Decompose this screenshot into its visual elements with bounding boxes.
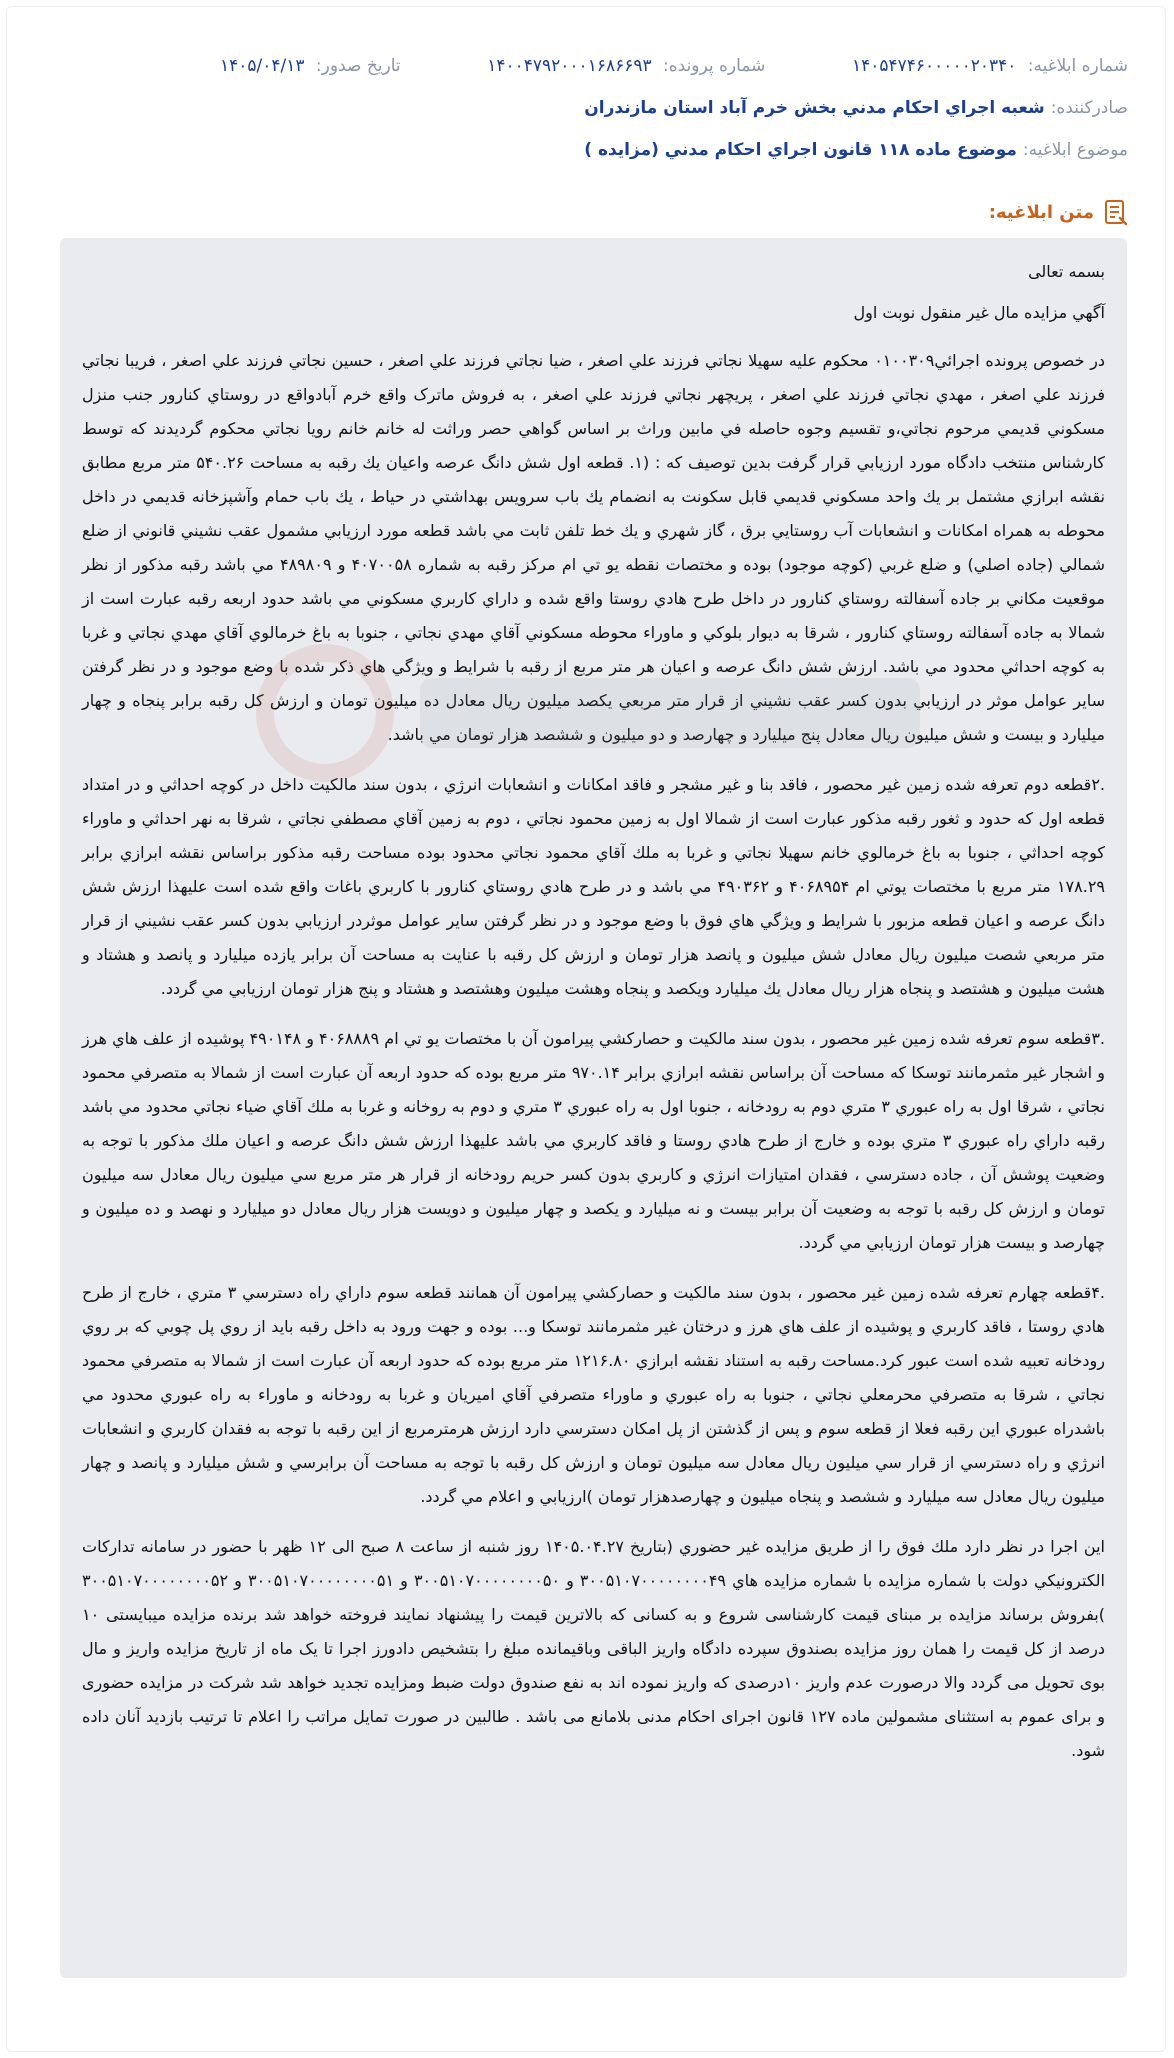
paragraph-3: .۳قطعه سوم تعرفه شده زمين غير محصور ، بدون سند مالكيت و حصاركشي پيرامون آن با مختصات يو تي ام ۴۰۶۸۸۸۹ و ۴۹۰۱۴۸ پوشيده از علف هاي هرز و اشجار غير مثمرمانند توسكا كه مساحت آن براساس نقشه ابرازي برابر ۹۷۰.۱۴ متر مربع بوده كه حدود اربعه آن عبارت است از شمالا به متصرفي محمود نجاتي ، شرقا اول به راه عبوري ۳ متري دوم به رودخانه ، جنوبا اول به راه عبوري ۳ متري و دوم به روخانه و غربا به ملك آقاي ضياء نجاتي محدود مي باشد رقبه داراي راه عبوري ۳ متري بوده و خارج از طرح هادي روستا و فاقد كاربري مي باشد عليهذا ارزش شش دانگ عرصه و اعيان ملك مذكور با توجه به وضعيت پوشش آن ، جاده دسترسي ، فقدان امتيازات انرژي و كاربري بدون كسر حريم رودخانه از قرار هر متر مربع سي ميليون ريال معادل سه ميليون تومان و ارزش كل رقبه با توجه به وضعيت آن برابر بيست و نه ميليارد و يكصد و چهار ميليون و دويست هزار ريال معادل دو ميليارد و نهصد و ده ميليون و چهارصد و بيست هزار تومان ارزيابي مي گردد. <box>82 1029 1106 1252</box>
notice-content <box>60 238 1127 1978</box>
subject-value: موضوع ماده ۱۱۸ قانون اجراي احكام مدني (مزايده ) <box>584 140 1017 160</box>
meta-row-numbers <box>60 56 1128 76</box>
case-number <box>487 56 765 76</box>
subject-label: موضوع ابلاغيه: <box>1022 140 1128 160</box>
issuer-value: شعبه اجراي احكام مدني بخش خرم آباد استان مازندران <box>584 98 1045 118</box>
section-title <box>989 198 1128 226</box>
document-icon <box>1102 198 1128 226</box>
issue-date-value: ۱۴۰۵/۰۴/۱۳ <box>220 56 305 76</box>
notice-number <box>852 56 1128 76</box>
meta-row-subject <box>60 140 1128 160</box>
bismillah: بسمه تعالی <box>1028 262 1105 281</box>
paragraph-4: .۴قطعه چهارم تعرفه شده زمين غير محصور ، بدون سند مالكيت و حصاركشي پيرامون آن همانند قطعه سوم داراي راه دسترسي ۳ متري ، خارج از طرح هادي روستا ، فاقد كاربري و پوشيده از علف هاي هرز و درختان غير مثمرمانند توسكا و... بوده و جهت ورود به داخل رقبه بايد از روي پل چوبي كه بر روي رودخانه تعبيه شده است عبور كرد.مساحت رقبه به استناد نقشه ابرازي ۱۲۱۶.۸۰ متر مربع بوده كه حدود اربعه آن عبارت است از شمالا به متصرفي محمود نجاتي ، شرقا به متصرفي محرمعلي نجاتي ، جنوبا به راه عبوري و ماوراء متصرفي آقاي اميريان و غربا به رودخانه و ماوراء به راه عبوري محدود مي باشدراه عبوري اين رقبه فعلا از قطعه سوم و پس از گذشتن از پل امكان دسترسي دارد ارزش هرمترمربع از اين رقبه با توجه به فقدان كاربري و انشعابات انرژي و راه دسترسي از قرار سي ميليون ريال معادل سه ميليون تومان و ارزش كل رقبه با توجه به مساحت آن برابرسي و شش ميليارد و پانصد و چهار ميليون ريال معادل سه ميليارد و ششصد و پنجاه ميليون و چهارصدهزار تومان )ارزيابي و اعلام مي گردد. <box>82 1283 1106 1506</box>
issue-date-label: تاريخ صدور: <box>315 56 401 76</box>
case-number-label: شماره پرونده: <box>663 56 766 76</box>
paragraph-1: در خصوص پرونده اجرائي۰۱۰۰۳۰۹ محكوم عليه سهيلا نجاتي فرزند علي اصغر ، ضيا نجاتي فرزند علي اصغر ، حسين نجاتي فرزند علي اصغر ، فريبا نجاتي فرزند علي اصغر ، مهدي نجاتي فرزند علي اصغر ، پريچهر نجاتي فرزند علي اصغر ، به فروش ماترک واقع خرم آبادواقع در روستاي كنارور جنب منزل مسكوني قديمي مرحوم نجاتي،و تقسيم وجوه حاصله في مابين وراث بر اساس گواهي حصر وراثت له خانم خانم رويا نجاتي محكوم گرديدند كه توسط كارشناس منتخب دادگاه مورد ارزيابي قرار گرفت بدين توصيف كه : (۱. قطعه اول شش دانگ عرصه واعيان يك رقبه به مساحت ۵۴۰.۲۶ متر مربع مطابق نقشه ابرازي مشتمل بر يك واحد مسكوني قديمي قابل سكونت به انضمام يك باب سرويس بهداشتي در حياط ، يك باب حمام وآشپزخانه قديمي در داخل محوطه به همراه امكانات و انشعابات آب روستايي برق ، گاز شهري و يك خط تلفن ثابت مي باشد قطعه مورد ارزيابي مشمول عقب نشيني قانوني از ضلع شمالي (جاده اصلي) و ضلع غربي (كوچه موجود) بوده و مختصات نقطه يو تي ام مركز رقبه به شماره ۴۰۷۰۰۵۸ و ۴۸۹۸۰۹ مي باشد رقبه مذكور از نظر موقعيت مكاني بر جاده آسفالته روستاي كنارور در داخل طرح هادي روستا واقع شده و داراي كاربري مسكوني مي باشد حدود اربعه رقبه عبارت است از شمالا به جاده آسفالته روستاي كنارور ، شرقا به ديوار بلوكي و ماوراء محوطه مسكوني آقاي مهدي نجاتي ، جنوبا به باغ خرمالوي آقاي مهدي نجاتي و غربا به كوچه احداثي محدود مي باشد. ارزش شش دانگ عرصه و اعيان هر متر مربع از رقبه با شرايط و ويژگي هاي ذكر شده با وضع موجود و در نظر گرفتن ساير عوامل موثر در ارزيابي بدون كسر عقب نشيني از قرار متر مربعي يكصد ميليون ريال معادل ده ميليون تومان و ارزش كل رقبه برابر پنجاه و چهار ميليارد و بيست و شش ميليون ريال معادل پنج ميليارد و چهارصد و دو ميليون و ششصد هزار تومان مي باشد. <box>82 351 1106 744</box>
paragraph-2: .۲قطعه دوم تعرفه شده زمين غير محصور ، فاقد بنا و غير مشجر و فاقد امكانات و انشعابات انرژي ، بدون سند مالكيت داخل در كوچه احداثي و در امتداد قطعه اول كه حدود و ثغور رقبه مذكور عبارت است از شمالا اول به زمين محمود نجاتي ، دوم به زمين آقاي مصطفي نجاتي ، شرقا به نهر احداثي و ماوراء كوچه احداثي ، جنوبا به باغ خرمالوي خانم سهيلا نجاتي و غربا به ملك آقاي محمود نجاتي محدود بوده مساحت رقبه مذكور براساس نقشه ابرازي برابر ۱۷۸.۲۹ متر مربع با مختصات يوتي ام ۴۰۶۸۹۵۴ و ۴۹۰۳۶۲ مي باشد و در طرح هادي روستاي كنارور با كاربري باغات واقع شده است عليهذا ارزش شش دانگ عرصه و اعيان قطعه مزبور با شرايط و ويژگي هاي فوق با وضع موجود و در نظر گرفتن ساير عوامل موثردر ارزيابي بدون كسر عقب نشيني از قرار متر مربعي شصت ميليون ريال معادل شش ميليون و پانصد هزار تومان و ارزش كل رقبه با عنايت به مساحت آن برابر يازده ميليارد و پانصد و هشتاد و هشت ميليون و هشتصد و پنجاه هزار ريال معادل يك ميليارد ويكصد و پنجاه وهشت ميليون وهشتصد و هشتاد و پنج هزار تومان ارزيابي مي گردد. <box>82 775 1106 998</box>
issue-date <box>220 56 401 76</box>
case-number-value: ۱۴۰۰۴۷۹۲۰۰۰۱۶۸۶۶۹۳ <box>487 56 652 76</box>
notice-number-value: ۱۴۰۵۴۷۴۶۰۰۰۰۰۲۰۳۴۰ <box>852 56 1017 76</box>
section-title-text: متن ابلاغيه: <box>988 201 1094 223</box>
notice-number-label: شماره ابلاغيه: <box>1027 56 1128 76</box>
headline: آگهي مزايده مال غير منقول نوبت اول <box>853 303 1105 322</box>
issuer-label: صادركننده: <box>1050 98 1128 118</box>
meta-row-issuer <box>60 98 1128 118</box>
paragraph-5: اين اجرا در نظر دارد ملك فوق را از طريق مزايده غير حضوري (بتاريخ ۱۴۰۵.۰۴.۲۷ روز شنبه از ساعت ۸ صبح الی ۱۲ ظهر با حضور در سامانه تداركات الكترونيكي دولت با شماره مزايده با شماره مزايده هاي ۳۰۰۵۱۰۷۰۰۰۰۰۰۰۰۴۹ و ۳۰۰۵۱۰۷۰۰۰۰۰۰۰۰۵۰ و ۳۰۰۵۱۰۷۰۰۰۰۰۰۰۰۵۱ و ۳۰۰۵۱۰۷۰۰۰۰۰۰۰۰۵۲ )بفروش برساند مزايده بر مبنای قيمت كارشناسی شروع و به كسانی كه بالاترين قيمت را پيشنهاد نمايند فروخته خواهد شد برنده مزايده ميبايستی ۱۰ درصد از كل قيمت را همان روز مزايده بصندوق سپرده دادگاه واريز الباقی وباقيمانده مبلغ را بتشخيص دادورز اجرا تا يک ماه از تاريخ مزايده واريز و مال بوی تحويل می گردد والا درصورت عدم واريز ۱۰درصدی كه واريز نموده اند به نفع صندوق دولت ضبط ومزايده تجديد خواهد شد شركت در مزايده حضوری و برای عموم به استثنای مشمولين ماده ۱۲۷ قانون اجرای احكام مدنی بلامانع می باشد . طالبين در صورت تمايل مراتب را اعلام تا ترتيب بازديد آنان داده شود. <box>82 1537 1106 1760</box>
